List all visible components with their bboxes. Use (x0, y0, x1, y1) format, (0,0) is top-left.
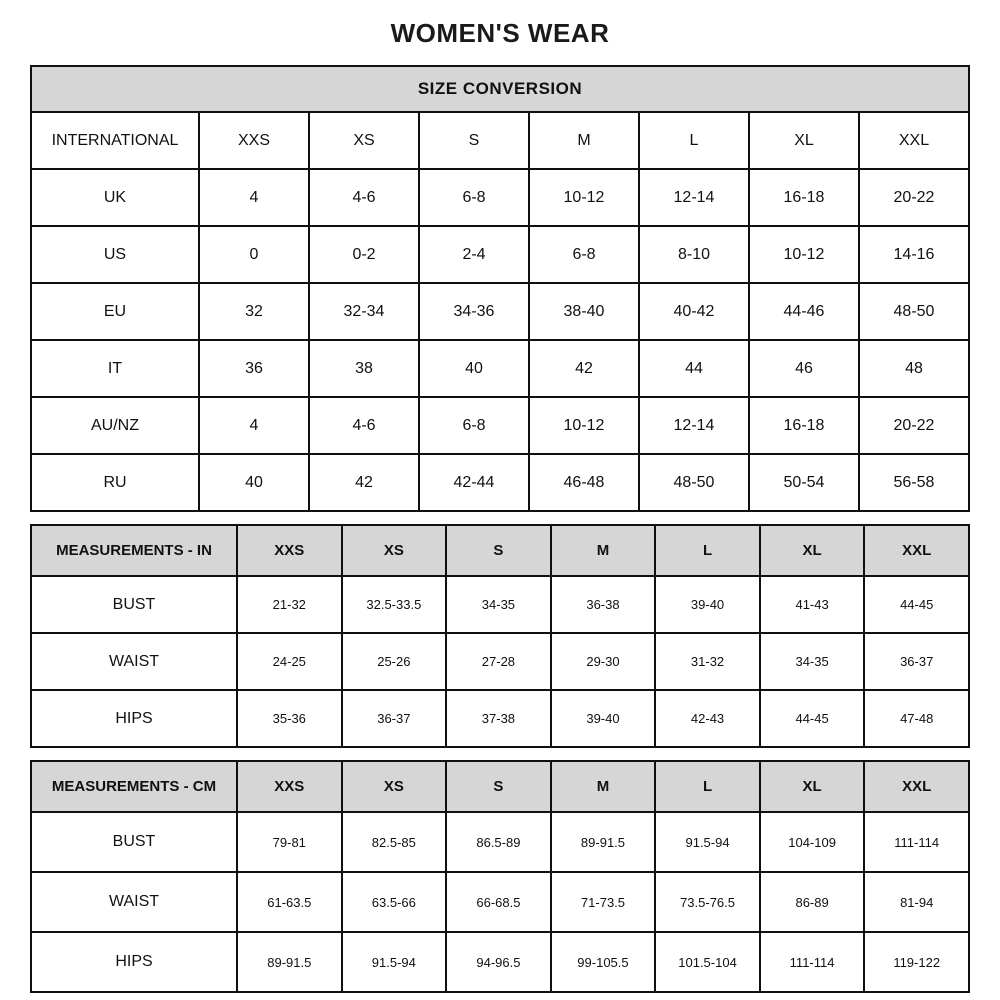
size-cell: XL (749, 112, 859, 169)
value-cell: 41-43 (760, 576, 865, 633)
value-cell: 39-40 (551, 690, 656, 747)
size-conversion-title: SIZE CONVERSION (31, 66, 969, 112)
table-row (31, 525, 969, 576)
row-label: BUST (31, 576, 237, 633)
row-label: IT (31, 340, 199, 397)
value-cell: 104-109 (760, 812, 865, 872)
size-cell: M (529, 112, 639, 169)
table-row (31, 66, 969, 112)
table-row (31, 454, 969, 511)
measurements-cm-table (30, 760, 970, 993)
value-cell: 44-45 (760, 690, 865, 747)
value-cell: 32 (199, 283, 309, 340)
value-cell: 42-44 (419, 454, 529, 511)
row-label: AU/NZ (31, 397, 199, 454)
value-cell: 94-96.5 (446, 932, 551, 992)
size-cell: XS (342, 761, 447, 812)
value-cell: 81-94 (864, 872, 969, 932)
value-cell: 25-26 (342, 633, 447, 690)
measurements-in-title: MEASUREMENTS - IN (31, 525, 237, 576)
value-cell: 40 (419, 340, 529, 397)
table-row (31, 169, 969, 226)
value-cell: 16-18 (749, 169, 859, 226)
value-cell: 89-91.5 (551, 812, 656, 872)
value-cell: 86-89 (760, 872, 865, 932)
table-row (31, 932, 969, 992)
value-cell: 10-12 (529, 397, 639, 454)
value-cell: 38-40 (529, 283, 639, 340)
table-row (31, 761, 969, 812)
value-cell: 48-50 (639, 454, 749, 511)
value-cell: 99-105.5 (551, 932, 656, 992)
value-cell: 82.5-85 (342, 812, 447, 872)
row-label: EU (31, 283, 199, 340)
value-cell: 44 (639, 340, 749, 397)
value-cell: 34-36 (419, 283, 529, 340)
value-cell: 111-114 (760, 932, 865, 992)
value-cell: 37-38 (446, 690, 551, 747)
value-cell: 2-4 (419, 226, 529, 283)
value-cell: 4-6 (309, 397, 419, 454)
value-cell: 61-63.5 (237, 872, 342, 932)
value-cell: 0 (199, 226, 309, 283)
row-label: UK (31, 169, 199, 226)
size-cell: XXS (237, 761, 342, 812)
value-cell: 86.5-89 (446, 812, 551, 872)
measurements-cm-title: MEASUREMENTS - CM (31, 761, 237, 812)
value-cell: 79-81 (237, 812, 342, 872)
table-row (31, 397, 969, 454)
value-cell: 6-8 (529, 226, 639, 283)
row-label: INTERNATIONAL (31, 112, 199, 169)
value-cell: 42-43 (655, 690, 760, 747)
value-cell: 10-12 (749, 226, 859, 283)
value-cell: 14-16 (859, 226, 969, 283)
value-cell: 36-37 (864, 633, 969, 690)
row-label: BUST (31, 812, 237, 872)
value-cell: 42 (309, 454, 419, 511)
table-row (31, 812, 969, 872)
row-label: WAIST (31, 633, 237, 690)
size-cell: S (419, 112, 529, 169)
size-conversion-table (30, 65, 970, 512)
table-row (31, 633, 969, 690)
size-cell: XXL (859, 112, 969, 169)
table-row (31, 226, 969, 283)
value-cell: 6-8 (419, 397, 529, 454)
value-cell: 32.5-33.5 (342, 576, 447, 633)
size-cell: M (551, 761, 656, 812)
value-cell: 36-38 (551, 576, 656, 633)
value-cell: 38 (309, 340, 419, 397)
value-cell: 6-8 (419, 169, 529, 226)
value-cell: 40-42 (639, 283, 749, 340)
value-cell: 27-28 (446, 633, 551, 690)
value-cell: 31-32 (655, 633, 760, 690)
size-cell: XS (342, 525, 447, 576)
value-cell: 44-46 (749, 283, 859, 340)
table-row (31, 690, 969, 747)
row-label: RU (31, 454, 199, 511)
value-cell: 44-45 (864, 576, 969, 633)
value-cell: 16-18 (749, 397, 859, 454)
value-cell: 36-37 (342, 690, 447, 747)
value-cell: 91.5-94 (342, 932, 447, 992)
value-cell: 34-35 (446, 576, 551, 633)
table-row (31, 340, 969, 397)
page-title: WOMEN'S WEAR (390, 18, 610, 48)
table-row (31, 112, 969, 169)
table-row (31, 283, 969, 340)
value-cell: 40 (199, 454, 309, 511)
row-label: WAIST (31, 872, 237, 932)
spacer (30, 748, 970, 760)
value-cell: 48-50 (859, 283, 969, 340)
measurements-in-table (30, 524, 970, 748)
value-cell: 73.5-76.5 (655, 872, 760, 932)
size-cell: L (655, 525, 760, 576)
value-cell: 36 (199, 340, 309, 397)
size-cell: XL (760, 525, 865, 576)
value-cell: 48 (859, 340, 969, 397)
value-cell: 101.5-104 (655, 932, 760, 992)
value-cell: 34-35 (760, 633, 865, 690)
size-cell: XS (309, 112, 419, 169)
value-cell: 12-14 (639, 169, 749, 226)
value-cell: 56-58 (859, 454, 969, 511)
spacer (30, 512, 970, 524)
value-cell: 24-25 (237, 633, 342, 690)
value-cell: 39-40 (655, 576, 760, 633)
size-cell: L (639, 112, 749, 169)
value-cell: 10-12 (529, 169, 639, 226)
value-cell: 71-73.5 (551, 872, 656, 932)
size-cell: M (551, 525, 656, 576)
value-cell: 111-114 (864, 812, 969, 872)
value-cell: 8-10 (639, 226, 749, 283)
value-cell: 4 (199, 397, 309, 454)
value-cell: 89-91.5 (237, 932, 342, 992)
value-cell: 119-122 (864, 932, 969, 992)
size-cell: XXL (864, 525, 969, 576)
value-cell: 66-68.5 (446, 872, 551, 932)
size-cell: XL (760, 761, 865, 812)
size-cell: S (446, 525, 551, 576)
size-cell: XXS (237, 525, 342, 576)
value-cell: 32-34 (309, 283, 419, 340)
row-label: HIPS (31, 690, 237, 747)
value-cell: 35-36 (237, 690, 342, 747)
value-cell: 0-2 (309, 226, 419, 283)
table-row (31, 576, 969, 633)
value-cell: 20-22 (859, 397, 969, 454)
value-cell: 4 (199, 169, 309, 226)
table-row (31, 872, 969, 932)
value-cell: 12-14 (639, 397, 749, 454)
value-cell: 47-48 (864, 690, 969, 747)
size-cell: S (446, 761, 551, 812)
size-cell: L (655, 761, 760, 812)
value-cell: 29-30 (551, 633, 656, 690)
size-cell: XXS (199, 112, 309, 169)
size-cell: XXL (864, 761, 969, 812)
row-label: US (31, 226, 199, 283)
value-cell: 46 (749, 340, 859, 397)
value-cell: 46-48 (529, 454, 639, 511)
value-cell: 91.5-94 (655, 812, 760, 872)
row-label: HIPS (31, 932, 237, 992)
value-cell: 63.5-66 (342, 872, 447, 932)
value-cell: 21-32 (237, 576, 342, 633)
value-cell: 50-54 (749, 454, 859, 511)
value-cell: 20-22 (859, 169, 969, 226)
value-cell: 4-6 (309, 169, 419, 226)
value-cell: 42 (529, 340, 639, 397)
